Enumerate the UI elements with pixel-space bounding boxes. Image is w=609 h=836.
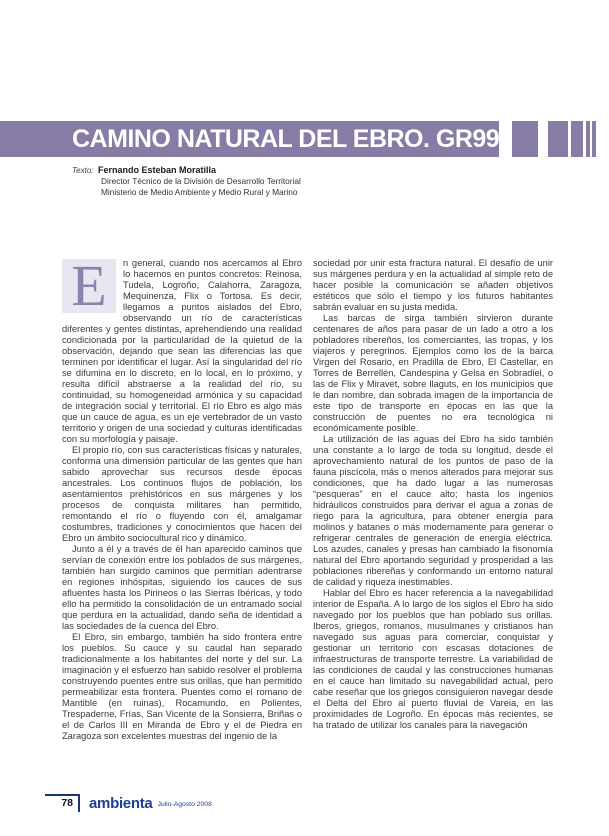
paragraph	[62, 253, 302, 445]
page-footer	[45, 794, 212, 812]
barcode-bar	[592, 121, 596, 157]
barcode-bar	[586, 121, 590, 157]
byline	[72, 163, 301, 197]
paragraph: sociedad por unir esta fractura natural. El desafío de unir sus márgenes perdura y en la actualidad al simple reto de hacer posible la comunicación se añaden objetivos estéticos que sólo el tiempo y los futuros habitantes sabrán evaluar en su justa medida.	[313, 258, 553, 312]
issue-date: Julio-Agosto 2008	[157, 801, 212, 808]
paragraph-text: n general, cuando nos acercamos al Ebro lo hacemos en puntos concretos: Reinosa, Tudela, Logroño, Calahorra, Zaragoza, Mequinenza, Flix o Tortosa. Es decir, llegamos a puntos aislados del Ebro, observando un río de características diferentes y gentes distintas, aprehendiendo una realidad condicionada por la particularidad de la quietud de la observación, dejando que sean las diferencias las que terminen por identificar el lugar. Así la singularidad del río se difumina en lo discreto, en lo local, en lo próximo, y resulta difícil abstraerse a la realidad del río, su continuidad, su homogeneidad armónica y su capacidad de integración social y territorial. El río Ebro es algo más que un cauce de agua, es un eje vertebrador de un vasto territorio y origen de una sociedad y culturas identificadas con su morfología y paisaje.	[62, 258, 302, 444]
barcode-bar	[512, 121, 538, 157]
byline-author-row	[72, 163, 301, 176]
barcode-bar	[548, 121, 568, 157]
page-title: CAMINO NATURAL DEL EBRO. GR99	[72, 124, 500, 153]
magazine-logo: ambienta	[89, 795, 153, 812]
paragraph: Junto a él y a través de él han aparecido caminos que servían de conexión entre los poblados de sus márgenes, también han surgido caminos que permitían adentrarse en regiones inhóspitas, siguiendo los cauces de sus afluentes hasta los Pirineos o las Sierras Ibéricas, y todo ello ha permitido la consolidación de un entramado social que perdura en la actualidad, dando seña de identidad a las sociedades de la cuenca del Ebro.	[62, 544, 302, 631]
barcode-bar	[571, 121, 583, 157]
left-column	[62, 253, 302, 742]
title-banner	[0, 121, 499, 157]
author-role: Director Técnico de la División de Desarrollo Territorial	[101, 176, 301, 186]
paragraph: Las barcas de sirga también sirvieron durante centenares de años para pasar de un lado a otro a los pobladores ribereños, los comerciantes, las tropas, y los viajeros y peregrinos. Ejemplos como los de la barca Virgen del Rosario, en Pradilla de Ebro, El Castellar, en Torres de Berrellén, Candespina y Gelsa en Sobradiel, o las de Flix y Miravet, sobre llaguts, en los municipios que le dan nombre, dan sobrada imagen de la importancia de este tipo de transporte en épocas en las que la construcción de puentes no era tecnológica ni económicamente posible.	[313, 313, 553, 433]
author-name: Fernando Esteban Moratilla	[97, 165, 216, 175]
page-number: 78	[45, 794, 80, 812]
author-organization: Ministerio de Medio Ambiente y Medio Rural y Marino	[101, 186, 298, 197]
right-column	[313, 258, 553, 742]
byline-label: Texto:	[72, 166, 94, 175]
paragraph: El propio río, con sus características físicas y naturales, conforma una dimensión particular de las gentes que han sabido aprovechar sus recursos desde épocas ancestrales. Los continuos flujos de población, los asentamientos prehistóricos en sus márgenes y los procesos de conquista militares han permitido, remontando el río o fluyendo con él, amalgamar costumbres, tradiciones y conocimientos que hacen del Ebro un ámbito sociocultural rico y dinámico.	[62, 445, 302, 543]
article-columns	[62, 253, 553, 742]
dropcap-letter: E	[62, 259, 116, 313]
paragraph: Hablar del Ebro es hacer referencia a la navegabilidad interior de España. A lo largo de los siglos el Ebro ha sido navegado por los pueblos que han poblado sus orillas. Iberos, griegos, romanos, musulmanes y cristianos han navegado sus aguas para comerciar, conquistar y gestionar un territorio con escasas dotaciones de infraestructuras de transporte terrestre. La variabilidad de las condiciones de caudal y las construcciones humanas en el cauce han limitado su navegabilidad actual, pero cabe reseñar que los griegos consiguieron navegar desde el Delta del Ebro al puerto fluvial de Vareia, en las proximidades de Logroño. En épocas más recientes, se ha tratado de utilizar los canales para la navegación	[313, 588, 553, 730]
paragraph: El Ebro, sin embargo, también ha sido frontera entre los pueblos. Su cauce y su caudal han separado tradicionalmente a los habitantes del norte y del sur. La imaginación y el esfuerzo han sabido resolver el problema construyendo puentes entre sus orillas, que han permitido permeabilizar esta frontera. Puentes como el romano de Mantible (en ruinas), Rocamundo, en Polientes, Trespaderne, Frías, San Vicente de la Sonsierra, Briñas o el de Carlos III en Miranda de Ebro y el de Piedra en Zaragoza son excelentes muestras del ingenio de la	[62, 632, 302, 741]
paragraph: La utilización de las aguas del Ebro ha sido también una constante a lo largo de toda su longitud, desde el aprovechamiento natural de los puntos de paso de la fauna piscícola, más o menos alterados para mejorar sus condiciones, que ha dado lugar a las numerosas “pesqueras” en el cauce alto; hasta los ingenios hidráulicos construidos para derivar el agua a zonas de riego para la agricultura, para obtener energía para molinos y batanes o más modernamente para generar o refrigerar centrales de generación de energía eléctrica. Los azudes, canales y presas han cambiado la fisonomía natural del Ebro aportando seguridad y prosperidad a las poblaciones ribereñas y conformando un entorno natural de calidad y riqueza inestimables.	[313, 434, 553, 587]
